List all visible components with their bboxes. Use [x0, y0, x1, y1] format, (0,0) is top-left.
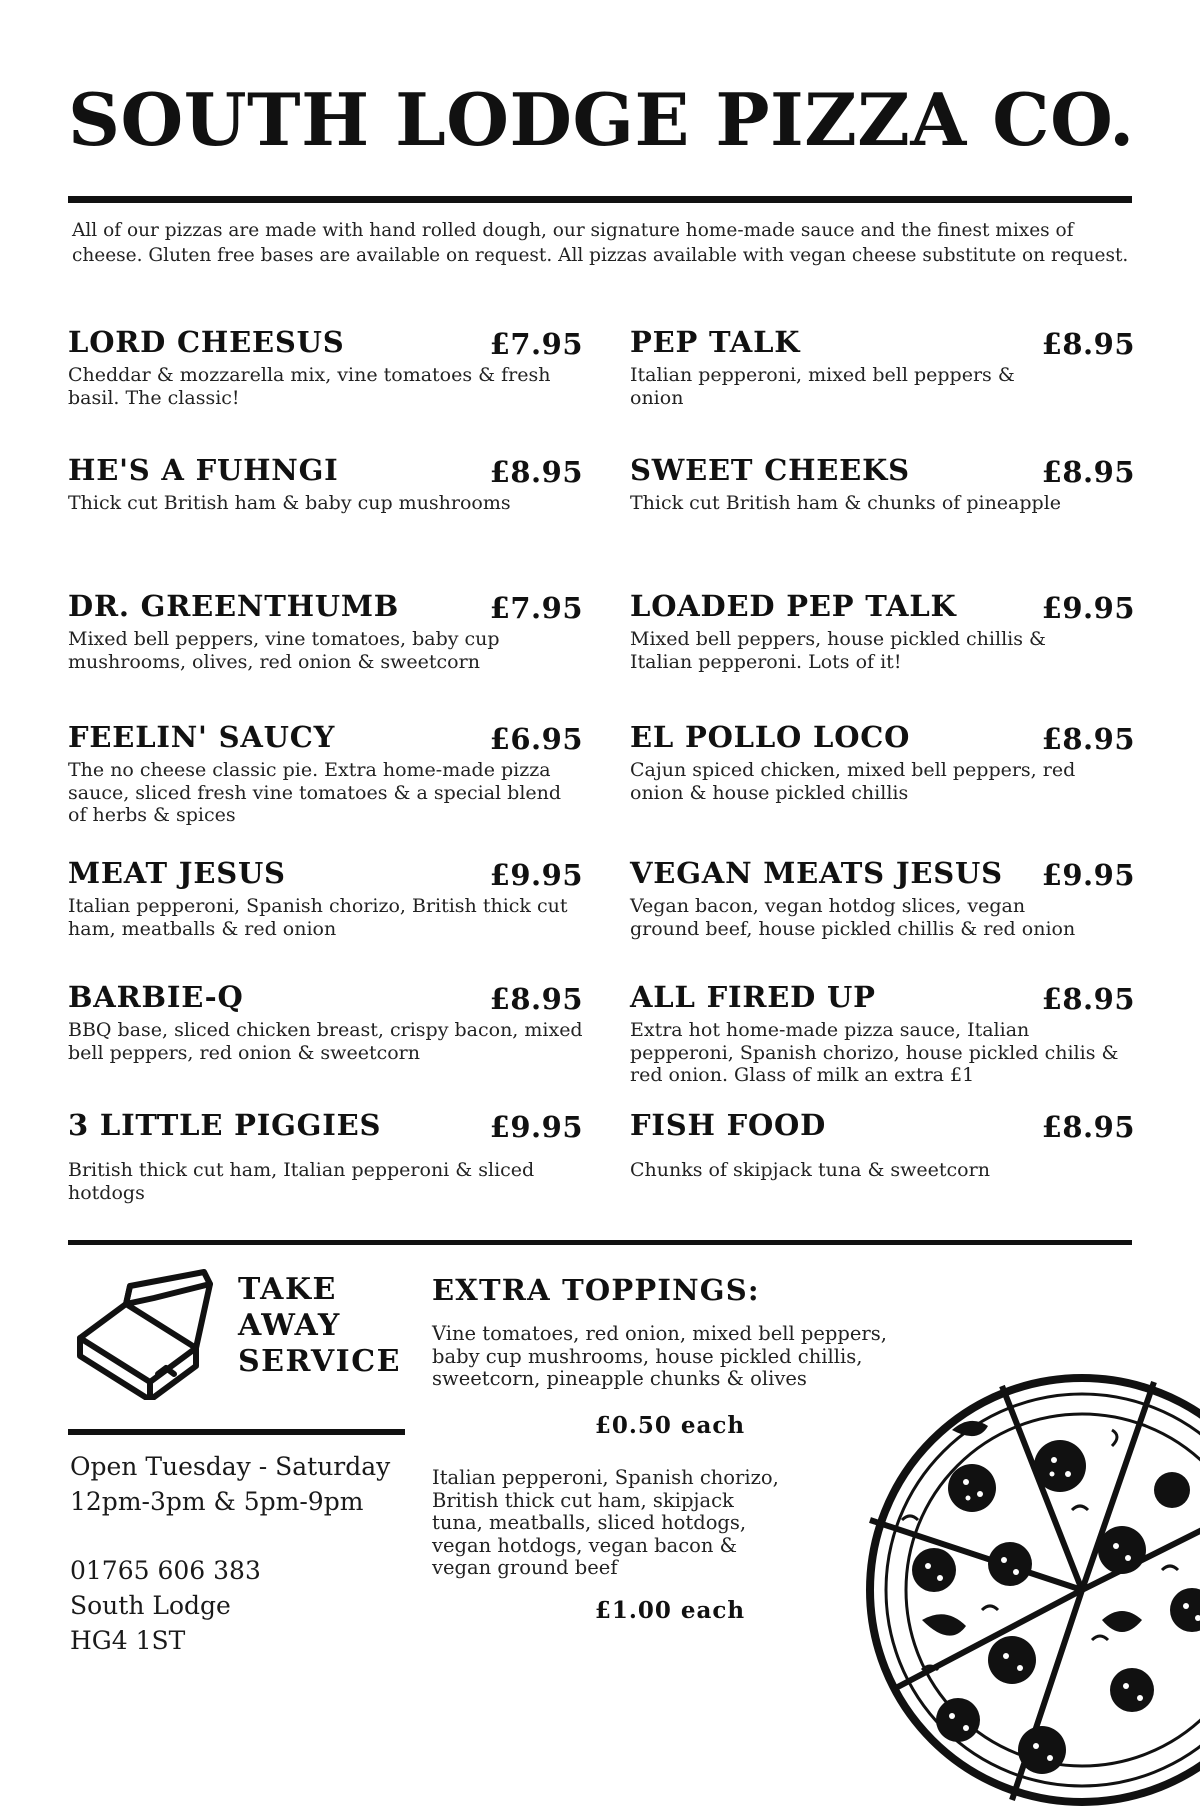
menu-item	[68, 586, 583, 673]
contact-info	[70, 1553, 410, 1658]
menu-item-price: £7.95	[489, 327, 583, 361]
menu-item-price: £9.95	[1041, 591, 1135, 625]
menu-item-description: Cajun spiced chicken, mixed bell peppers, red onion & house pickled chillis	[630, 759, 1076, 804]
menu-item-description: Vegan bacon, vegan hotdog slices, vegan ground beef, house pickled chillis & red onion	[630, 895, 1076, 940]
opening-hours	[70, 1449, 410, 1519]
menu-item-name: BARBIE-Q	[68, 980, 244, 1014]
menu-item-description: Extra hot home-made pizza sauce, Italian pepperoni, Spanish chorizo, house pickled chilis & red onion. Glass of milk an extra £1	[630, 1019, 1119, 1086]
menu-item-name: FISH FOOD	[630, 1108, 827, 1142]
phone-number: 01765 606 383	[70, 1556, 261, 1585]
takeaway-line: TAKE	[238, 1272, 337, 1307]
menu-item-name: DR. GREENTHUMB	[68, 589, 400, 623]
menu-item-description: BBQ base, sliced chicken breast, crispy bacon, mixed bell peppers, red onion & sweetcorn	[68, 1019, 583, 1064]
takeaway-label	[238, 1272, 408, 1380]
menu-item-price: £9.95	[489, 1110, 583, 1144]
menu-item-price: £8.95	[1041, 455, 1135, 489]
extras-group-a: Vine tomatoes, red onion, mixed bell peppers, baby cup mushrooms, house pickled chillis, sweetcorn, pineapple chunks & olives	[432, 1322, 887, 1390]
menu-item-price: £9.95	[489, 858, 583, 892]
menu-item-name: FEELIN' SAUCY	[68, 720, 336, 754]
menu-item	[630, 717, 1135, 804]
menu-item-name: MEAT JESUS	[68, 856, 286, 890]
menu-item-name: ALL FIRED UP	[630, 980, 876, 1014]
menu-item	[68, 322, 583, 409]
menu-item-description: Mixed bell peppers, vine tomatoes, baby cup mushrooms, olives, red onion & sweetcorn	[68, 628, 500, 673]
extras-title: EXTRA TOPPINGS:	[432, 1273, 760, 1307]
menu-item	[68, 717, 583, 827]
menu-item	[630, 586, 1135, 673]
menu-item-name: SWEET CHEEKS	[630, 453, 910, 487]
menu-item-price: £8.95	[1041, 982, 1135, 1016]
menu-item-name: VEGAN MEATS JESUS	[630, 856, 1003, 890]
menu-item	[68, 853, 583, 940]
menu-item-description: Italian pepperoni, Spanish chorizo, British thick cut ham, meatballs & red onion	[68, 895, 568, 940]
menu-item	[630, 322, 1135, 409]
menu-item-name: PEP TALK	[630, 325, 801, 359]
opening-days: Open Tuesday - Saturday	[70, 1452, 391, 1481]
intro-text: All of our pizzas are made with hand rolled dough, our signature home-made sauce and the finest mixes of cheese. Gluten free bases are available on request. All pizzas available with vegan cheese substitute on request.	[72, 220, 1129, 266]
menu-item-description: Italian pepperoni, mixed bell peppers & onion	[630, 364, 1015, 409]
menu-item	[68, 450, 583, 515]
menu-item-price: £7.95	[489, 591, 583, 625]
menu-item	[630, 977, 1135, 1087]
menu-item	[68, 977, 583, 1064]
menu-item-name: HE'S A FUHNGI	[68, 453, 339, 487]
menu-item	[630, 1105, 1135, 1182]
takeaway-divider	[68, 1429, 405, 1435]
menu-item-price: £9.95	[1041, 858, 1135, 892]
pizza-illustration-icon	[862, 1370, 1200, 1810]
extras-group-b: Italian pepperoni, Spanish chorizo, British thick cut ham, skipjack tuna, meatballs, sliced hotdogs, vegan hotdogs, vegan bacon & vegan ground beef	[432, 1466, 779, 1579]
menu-item-price: £8.95	[1041, 327, 1135, 361]
menu-item-name: LOADED PEP TALK	[630, 589, 957, 623]
menu-item-price: £8.95	[1041, 1110, 1135, 1144]
extras-price-a: £0.50 each	[594, 1412, 746, 1439]
menu-item	[630, 450, 1135, 515]
menu-item-price: £6.95	[489, 722, 583, 756]
menu-item-description: Cheddar & mozzarella mix, vine tomatoes & fresh basil. The classic!	[68, 364, 551, 409]
address-postcode: HG4 1ST	[70, 1626, 186, 1655]
takeaway-line: AWAY	[238, 1308, 341, 1343]
page-title: SOUTH LODGE PIZZA CO.	[68, 77, 1135, 162]
menu-item-description: The no cheese classic pie. Extra home-made pizza sauce, sliced fresh vine tomatoes & a special blend of herbs & spices	[68, 759, 562, 826]
top-divider	[68, 196, 1132, 203]
address-place: South Lodge	[70, 1591, 231, 1620]
menu-item-price: £8.95	[1041, 722, 1135, 756]
bottom-divider	[68, 1240, 1132, 1245]
opening-times: 12pm-3pm & 5pm-9pm	[70, 1487, 364, 1516]
extras-price-b: £1.00 each	[594, 1597, 746, 1624]
menu-item	[630, 853, 1135, 940]
menu-item-name: EL POLLO LOCO	[630, 720, 911, 754]
menu-item-price: £8.95	[489, 982, 583, 1016]
menu-item-name: 3 LITTLE PIGGIES	[68, 1108, 382, 1142]
pizza-box-icon	[74, 1264, 216, 1400]
menu-item-description: Thick cut British ham & chunks of pineapple	[630, 492, 1062, 514]
menu-item-description: Thick cut British ham & baby cup mushrooms	[68, 492, 511, 514]
menu-item	[68, 1105, 583, 1204]
menu-item-price: £8.95	[489, 455, 583, 489]
menu-item-description: British thick cut ham, Italian pepperoni & sliced hotdogs	[68, 1159, 535, 1204]
menu-item-name: LORD CHEESUS	[68, 325, 345, 359]
menu-item-description: Mixed bell peppers, house pickled chillis & Italian pepperoni. Lots of it!	[630, 628, 1046, 673]
takeaway-line: SERVICE	[238, 1344, 401, 1379]
menu-item-description: Chunks of skipjack tuna & sweetcorn	[630, 1159, 990, 1181]
